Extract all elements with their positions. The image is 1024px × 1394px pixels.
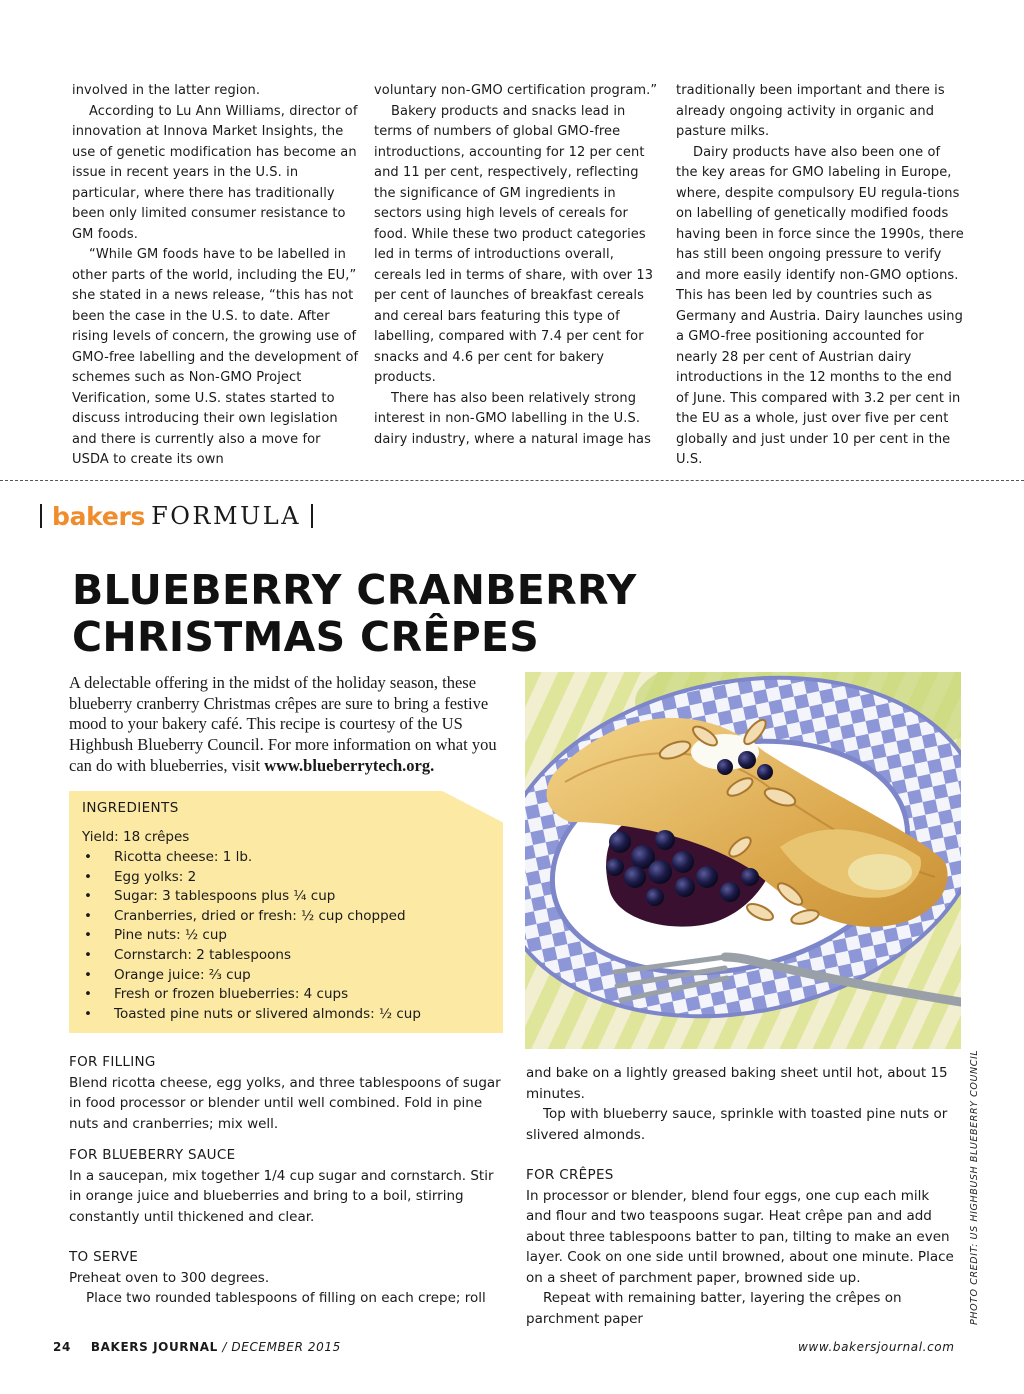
paragraph: Dairy products have also been one of the key areas for GMO labeling in Europe, where, despite compulsory EU regula-tions on labelling of genetically modified foods having been in force since the 1990s, there has still been ongoing pressure to verify and more easily identify non-GMO options. This has been led by countries such as Germany and Austria. Dairy launches using a GMO-free positioning accounted for nearly 28 per cent of Austrian dairy introductions in the 12 months to the end of June. This compared with 3.2 per cent in the EU as a whole, just over five per cent globally and just under 10 per cent in the U.S. [676, 144, 964, 467]
paragraph: traditionally been important and there is already ongoing activity in organic and pasture milks. [676, 83, 945, 139]
article-column-3 [676, 81, 964, 471]
tag-left-bar [40, 504, 42, 528]
serve-continued [526, 1063, 956, 1145]
footer-masthead [91, 1340, 341, 1354]
ingredient-item: • Fresh or frozen blueberries: 4 cups [82, 985, 421, 1005]
serve-continued-body [526, 1063, 956, 1145]
paragraph: and bake on a lightly greased baking sheet until hot, about 15 minutes. [526, 1065, 948, 1102]
intro-text: A delectable offering in the midst of the holiday season, these blueberry cranberry Christmas crêpes are sure to bring a festive mood to your bakery café. This recipe is courtesy of the US Highbush Blueberry Council. For more information on what you can do with blueberries, visit [69, 673, 497, 775]
paragraph: voluntary non-GMO certification program.” [374, 83, 658, 98]
crepes-section [526, 1165, 956, 1329]
paragraph: According to Lu Ann Williams, director of innovation at Innova Market Insights, the use of genetic modification has become an issue in recent years in the U.S. in particular, where there has traditionally been only limited consumer resistance to GM foods. [72, 103, 358, 242]
ingredient-item: • Pine nuts: ½ cup [82, 926, 421, 946]
paragraph: In a saucepan, mix together 1/4 cup sugar and cornstarch. Stir in orange juice and blueberries and bring to a boil, stirring constantly until thickened and clear. [69, 1167, 494, 1225]
article-column-1 [72, 81, 360, 471]
serve-section [69, 1247, 509, 1309]
serve-body [69, 1268, 509, 1309]
ingredient-item: • Ricotta cheese: 1 lb. [82, 848, 421, 868]
intro-link[interactable]: www.blueberrytech.org. [264, 755, 435, 775]
filling-section [69, 1052, 509, 1134]
ingredient-item: • Sugar: 3 tablespoons plus ¼ cup [82, 887, 421, 907]
tag-right-bar [311, 504, 313, 528]
paragraph: involved in the latter region. [72, 83, 261, 98]
sauce-body [69, 1166, 509, 1228]
paragraph: “While GM foods have to be labelled in other parts of the world, including the EU,” she stated in a news release, “this has not been the case in the U.S. to date. After rising levels of concern, the growing use of GMO-free labelling and the development of schemes such as Non-GMO Project Verification, some U.S. states started to discuss introducing their own legislation and there is currently also a move for USDA to create its own [72, 247, 359, 467]
magazine-name: BAKERS JOURNAL [90, 1340, 218, 1354]
sauce-title: FOR BLUEBERRY SAUCE [69, 1147, 236, 1163]
paragraph: Repeat with remaining batter, layering the crêpes on parchment paper [526, 1290, 902, 1327]
filling-body [69, 1073, 509, 1135]
paragraph: There has also been relatively strong interest in non-GMO labelling in the U.S. dairy industry, where a natural image has [374, 390, 651, 447]
crepes-body [526, 1186, 956, 1330]
ingredient-item: • Cornstarch: 2 tablespoons [82, 946, 421, 966]
paragraph: Bakery products and snacks lead in terms of numbers of global GMO-free introductions, accounting for 12 per cent and 11 per cent, respectively, reflecting the significance of GM ingredients in sectors using high levels of cereals for food. While these two product categories led in terms of introductions overall, cereals led in terms of share, with over 13 per cent of launches of breakfast cereals and cereal bars featuring this type of labelling, compared with 7.4 per cent for snacks and 4.6 per cent for bakery products. [374, 103, 654, 385]
paragraph: In processor or blender, blend four eggs, one cup each milk and flour and two teaspoons sugar. Heat crêpe pan and add about three tablespoons batter to pan, tilting to make an even layer. Cook on one side until browned, about one minute. Place on a sheet of parchment paper, browned side up. [526, 1187, 954, 1286]
ingredients-list [82, 848, 421, 1024]
ingredient-item: • Orange juice: ⅔ cup [82, 966, 421, 986]
article-column-2 [374, 81, 662, 450]
ingredients-yield: Yield: 18 crêpes [82, 829, 190, 845]
footer-left [53, 1340, 341, 1354]
filling-title: FOR FILLING [69, 1054, 156, 1070]
paragraph: Top with blueberry sauce, sprinkle with toasted pine nuts or slivered almonds. [526, 1106, 948, 1143]
ingredient-item: • Egg yolks: 2 [82, 868, 421, 888]
recipe-intro [69, 673, 509, 777]
crepes-title: FOR CRÊPES [526, 1167, 614, 1183]
photo-credit: PHOTO CREDIT: US HIGHBUSH BLUEBERRY COUNCIL [969, 1049, 980, 1325]
recipe-photo [525, 672, 961, 1049]
headline-line-1: BLUEBERRY CRANBERRY [72, 566, 637, 614]
ingredient-item: • Cranberries, dried or fresh: ½ cup chopped [82, 907, 421, 927]
section-tag [40, 498, 313, 534]
crepe-illustration [525, 672, 961, 1049]
website-link[interactable]: www.bakersjournal.com [798, 1340, 955, 1354]
serve-title: TO SERVE [69, 1249, 139, 1265]
recipe-headline [72, 567, 712, 661]
paragraph: Place two rounded tablespoons of filling on each crepe; roll [86, 1290, 486, 1306]
section-brand: bakers [52, 501, 146, 531]
paragraph: Preheat oven to 300 degrees. [69, 1269, 270, 1286]
dashed-divider [0, 480, 1024, 481]
section-label: FORMULA [151, 502, 302, 530]
paragraph: Blend ricotta cheese, egg yolks, and three tablespoons of sugar in food processor or blender until well combined. Fold in pine nuts and cranberries; mix well. [69, 1074, 501, 1132]
ingredients-title: INGREDIENTS [82, 800, 179, 816]
page-number: 24 [53, 1340, 71, 1354]
headline-line-2: CHRISTMAS CRÊPES [72, 613, 540, 661]
ingredient-item: • Toasted pine nuts or slivered almonds: ½ cup [82, 1005, 421, 1025]
sauce-section [69, 1145, 509, 1227]
issue-date: / DECEMBER 2015 [222, 1340, 341, 1354]
